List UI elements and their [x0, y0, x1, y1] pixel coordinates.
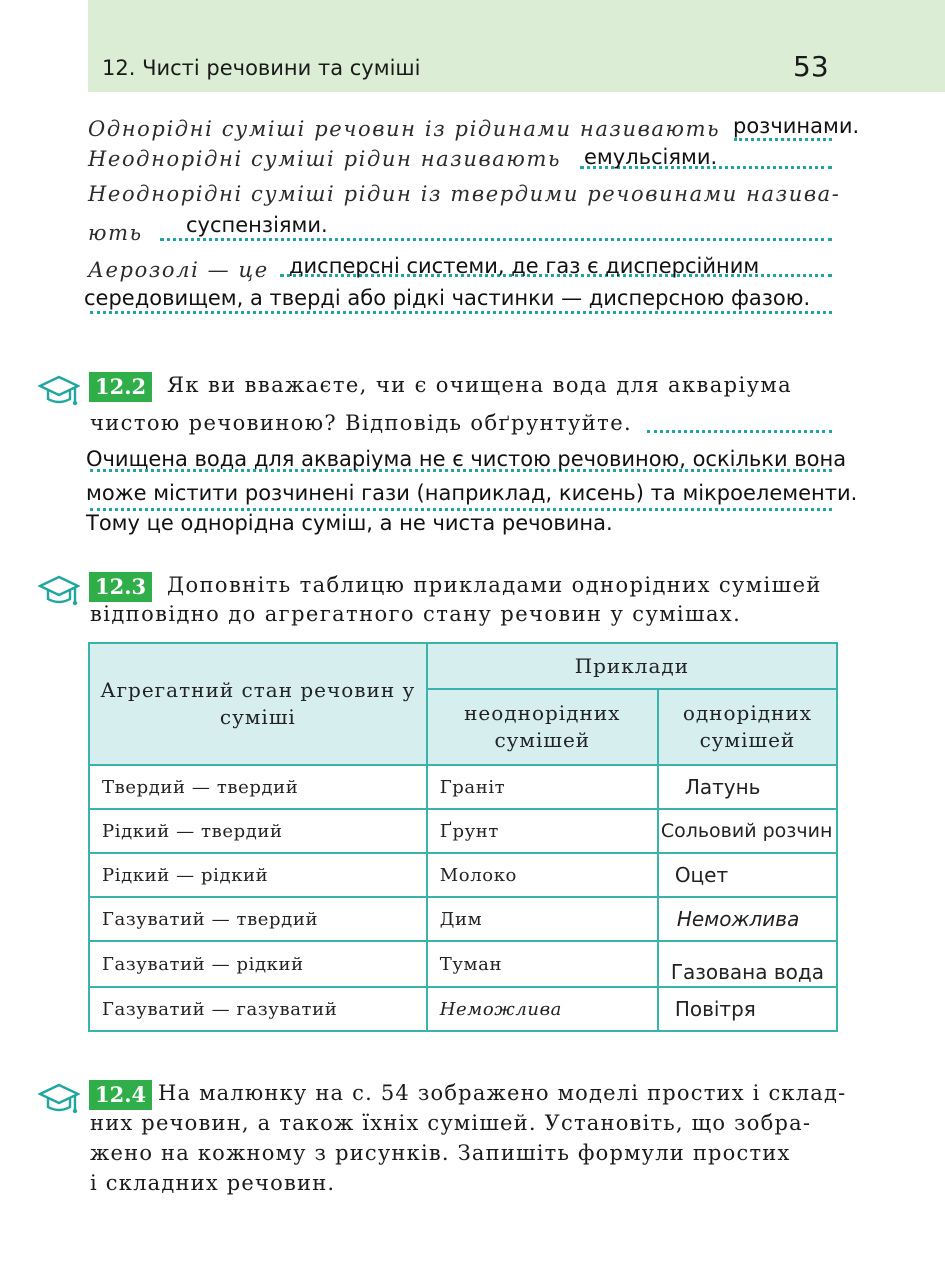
task-question-line1: Як ви вважаєте, чи є очищена вода для акваріума — [167, 373, 793, 397]
cell-state: Рідкий — рідкий — [89, 853, 427, 897]
graduation-cap-icon — [38, 374, 80, 408]
task-text-line3: жено на кожному з рисунків. Запишіть формули простих — [90, 1141, 791, 1165]
chapter-title: 12. Чисті речовини та суміші — [102, 56, 421, 80]
answer-line — [647, 430, 832, 433]
task-text-line1: Доповніть таблицю прикладами однорідних сумішей — [167, 573, 822, 597]
answer-line — [734, 138, 832, 141]
mixtures-table — [88, 642, 838, 1032]
table-row — [89, 941, 837, 987]
cell-state: Газуватий — твердий — [89, 897, 427, 941]
cell-homogeneous[interactable]: Неможлива — [658, 897, 837, 941]
definition-prompt-emulsions: Неоднорідні суміші рідин називають — [88, 147, 562, 171]
task-badge: 12.4 — [89, 1080, 152, 1110]
page-number: 53 — [793, 50, 829, 83]
cell-state: Твердий — твердий — [89, 765, 427, 809]
cell-heterogeneous: Туман — [427, 941, 658, 987]
task-text-line2: них речовин, а також їхніх сумішей. Установіть, що зобра- — [90, 1111, 812, 1135]
graduation-cap-icon — [38, 1082, 80, 1116]
cell-heterogeneous: Молоко — [427, 853, 658, 897]
definition-answer-aerosols-line1[interactable]: дисперсні системи, де газ є дисперсійним — [289, 254, 760, 278]
table-row — [89, 987, 837, 1031]
task-text-line2: відповідно до агрегатного стану речовин у сумішах. — [90, 602, 742, 626]
header-heterogeneous: неоднорідних сумішей — [427, 689, 658, 765]
cell-homogeneous[interactable]: Повітря — [658, 987, 837, 1031]
header-homogeneous: однорідних сумішей — [658, 689, 837, 765]
answer-line — [160, 238, 832, 241]
table-row — [89, 809, 837, 853]
header-state: Агрегатний стан речовин у суміші — [89, 643, 427, 765]
task-question-line2: чистою речовиною? Відповідь обґрунтуйте. — [90, 411, 633, 435]
answer-line — [90, 311, 832, 314]
cell-state: Газуватий — рідкий — [89, 941, 427, 987]
header-examples: Приклади — [427, 643, 837, 689]
task-badge: 12.3 — [89, 572, 152, 602]
cell-homogeneous[interactable]: Латунь — [658, 765, 837, 809]
definition-prompt-suspensions-line1: Неоднорідні суміші рідин із твердими речовинами назива- — [88, 182, 841, 206]
definition-prompt-aerosols: Аерозолі — це — [88, 258, 269, 282]
cell-state: Рідкий — твердий — [89, 809, 427, 853]
task-answer-line1[interactable]: Очищена вода для акваріума не є чистою речовиною, оскільки вона — [86, 447, 847, 471]
table-row — [89, 765, 837, 809]
task-text-line1: На малюнку на с. 54 зображено моделі простих і склад- — [158, 1081, 847, 1105]
definition-answer-suspensions[interactable]: суспензіями. — [186, 213, 328, 237]
definition-answer-aerosols-line2[interactable]: середовищем, а тверді або рідкі частинки — дисперсною фазою. — [84, 286, 811, 310]
definition-answer-solutions[interactable]: розчинами. — [733, 114, 860, 138]
graduation-cap-icon — [38, 574, 80, 608]
table-row — [89, 853, 837, 897]
table-row — [89, 897, 837, 941]
cell-homogeneous[interactable]: Оцет — [658, 853, 837, 897]
cell-homogeneous[interactable]: Сольовий розчин — [658, 809, 837, 853]
task-badge: 12.2 — [89, 372, 152, 402]
cell-heterogeneous: Неможлива — [427, 987, 658, 1031]
cell-heterogeneous: Дим — [427, 897, 658, 941]
cell-heterogeneous: Граніт — [427, 765, 658, 809]
task-answer-line3[interactable]: Тому це однорідна суміш, а не чиста речовина. — [86, 511, 613, 535]
task-text-line4: і складних речовин. — [90, 1171, 336, 1195]
cell-state: Газуватий — газуватий — [89, 987, 427, 1031]
cell-homogeneous[interactable]: Газована вода — [658, 941, 837, 987]
cell-heterogeneous: Ґрунт — [427, 809, 658, 853]
task-answer-line2[interactable]: може містити розчинені гази (наприклад, кисень) та мікроелементи. — [86, 481, 858, 505]
definition-prompt-suspensions-line2: ють — [88, 221, 143, 245]
definition-answer-emulsions[interactable]: емульсіями. — [584, 145, 718, 169]
definition-prompt-solutions: Однорідні суміші речовин із рідинами називають — [88, 117, 721, 141]
